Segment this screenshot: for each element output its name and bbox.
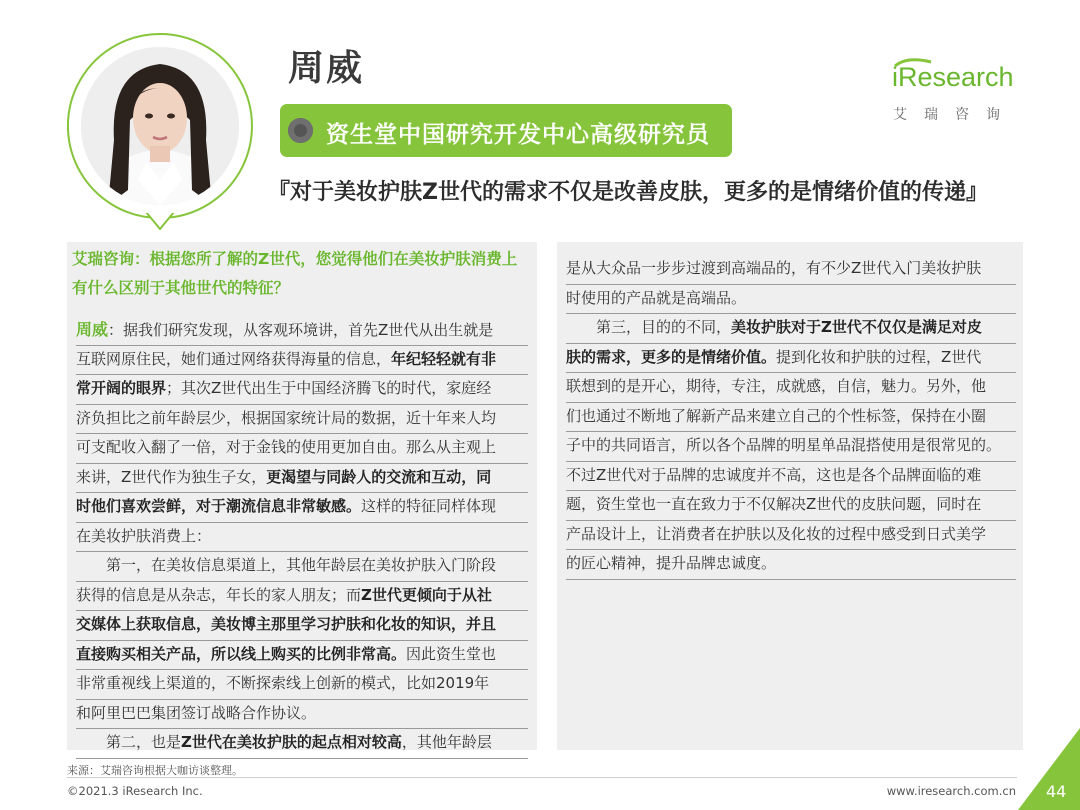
answer-line (566, 285, 1016, 315)
answer-text: 第一，在美妆信息渠道上，其他年龄层在美妆护肤入门阶段 (76, 556, 497, 574)
answer-line (566, 314, 1016, 344)
answer-text: 第三，目的的不同， (566, 318, 732, 336)
copyright: ©2021.3 iResearch Inc. (67, 784, 203, 798)
page-number: 44 (1046, 782, 1067, 801)
website-url: www.iresearch.com.cn (886, 784, 1016, 798)
answer-emphasis: 美妆护肤对于Z世代不仅仅是满足对皮 (731, 318, 982, 336)
answer-line (566, 373, 1016, 403)
answer-emphasis: 直接购买相关产品，所以线上购买的比例非常高。 (76, 644, 407, 663)
answer-line (566, 255, 1016, 285)
answer-emphasis: Z世代更倾向于从社 (361, 585, 492, 604)
answer-column-left (76, 316, 528, 759)
answer-text: 济负担比之前年龄层少，根据国家统计局的数据，近十年来人均 (76, 408, 497, 427)
answer-line (566, 344, 1016, 374)
answer-text: 来讲，Z世代作为独生子女， (76, 467, 267, 486)
answer-text: 们也通过不断地了解新产品来建立自己的个性标签，保持在小圈 (566, 406, 987, 425)
answer-emphasis: 更渴望与同龄人的交流和互动，同 (266, 467, 492, 486)
answer-line (76, 670, 528, 700)
answer-text: ：据我们研究发现，从客观环境讲，首先Z世代从出生就是 (108, 321, 494, 339)
answer-text: 非常重视线上渠道的，不断探索线上创新的模式，比如2019年 (76, 674, 490, 692)
answer-line (566, 550, 1016, 580)
answer-text: 在美妆护肤消费上： (76, 526, 212, 545)
answer-text: 是从大众品一步步过渡到高端品的，有不少Z世代入门美妆护肤 (566, 259, 982, 277)
answer-line (76, 552, 528, 582)
answer-text: 提到化妆和护肤的过程，Z世代 (776, 347, 982, 366)
answer-text: 这样的特征同样体现 (361, 497, 497, 515)
answer-line (566, 462, 1016, 492)
headline-quote: 『对于美妆护肤Z世代的需求不仅是改善皮肤，更多的是情绪价值的传递』 (268, 180, 988, 205)
answer-text: 和阿里巴巴集团签订战略合作协议。 (76, 703, 317, 722)
answer-line (566, 432, 1016, 462)
answer-line (566, 491, 1016, 521)
answer-text: 可支配收入翻了一倍，对于金钱的使用更加自由。那么从主观上 (76, 438, 497, 456)
answer-line (76, 434, 528, 464)
answer-emphasis: 常开阔的眼界 (76, 379, 167, 397)
answer-line (566, 521, 1016, 551)
answer-text: 不过Z世代对于品牌的忠诚度并不高，这也是各个品牌面临的难 (566, 465, 982, 484)
answer-emphasis: 交媒体上获取信息，美妆博主那里学习护肤和化妆的知识，并且 (76, 615, 497, 633)
interview-question: 艾瑞咨询：根据您所了解的Z世代，您觉得他们在美妆护肤消费上有什么区别于其他世代的特征？ (72, 250, 518, 297)
speaker-name: 周威 (288, 48, 365, 89)
answer-line (76, 464, 528, 494)
answer-text: 第二，也是 (76, 733, 182, 751)
answer-text: 的匠心精神，提升品牌忠诚度。 (566, 554, 777, 572)
speaker-title: 资生堂中国研究开发中心高级研究员 (326, 122, 710, 148)
answer-line (76, 316, 528, 346)
answer-line (76, 405, 528, 435)
answer-text: 因此资生堂也 (406, 644, 497, 663)
answer-line (76, 729, 528, 759)
answer-line (76, 375, 528, 405)
answer-line (76, 523, 528, 553)
answer-text: 联想到的是开心，期待，专注，成就感，自信，魅力。另外，他 (566, 377, 987, 395)
answer-line (566, 403, 1016, 433)
bullet-dot-icon (288, 118, 313, 143)
answer-line (76, 582, 528, 612)
answer-text: 时使用的产品就是高端品。 (566, 288, 747, 307)
answer-text: ；其次Z世代出生于中国经济腾飞的时代，家庭经 (166, 379, 492, 397)
footer-divider (67, 777, 1017, 778)
answer-text: 互联网原住民，她们通过网络获得海量的信息， (76, 349, 392, 368)
answer-text: 产品设计上，让消费者在护肤以及化妆的过程中感受到日式美学 (566, 524, 987, 543)
answer-line (76, 700, 528, 730)
answer-emphasis: Z世代在美妆护肤的起点相对较高 (181, 733, 402, 751)
answer-text: ，其他年龄层 (401, 733, 492, 751)
answer-line (76, 641, 528, 671)
brand-logo-subtitle: 艾瑞咨询 (893, 107, 1017, 123)
source-note: 来源：艾瑞咨询根据大咖访谈整理。 (67, 764, 243, 777)
answer-column-right (566, 255, 1016, 580)
answer-emphasis: 年纪轻轻就有非 (391, 349, 497, 368)
answer-speaker: 周威 (76, 320, 109, 339)
answer-line (76, 346, 528, 376)
answer-line (76, 611, 528, 641)
answer-text: 题，资生堂也一直在致力于不仅解决Z世代的皮肤问题，同时在 (566, 495, 982, 513)
answer-emphasis: 肤的需求，更多的是情绪价值。 (566, 347, 777, 366)
speaker-title-bar (280, 104, 732, 157)
brand-logo: iResearch (892, 62, 1014, 92)
speaker-portrait (62, 30, 258, 230)
answer-text: 获得的信息是从杂志，年长的家人朋友；而 (76, 585, 362, 604)
answer-emphasis: 时他们喜欢尝鲜，对于潮流信息非常敏感。 (76, 497, 362, 515)
answer-text: 子中的共同语言，所以各个品牌的明星单品混搭使用是很常见的。 (566, 436, 1002, 454)
portrait-photo (62, 30, 258, 230)
answer-line (76, 493, 528, 523)
